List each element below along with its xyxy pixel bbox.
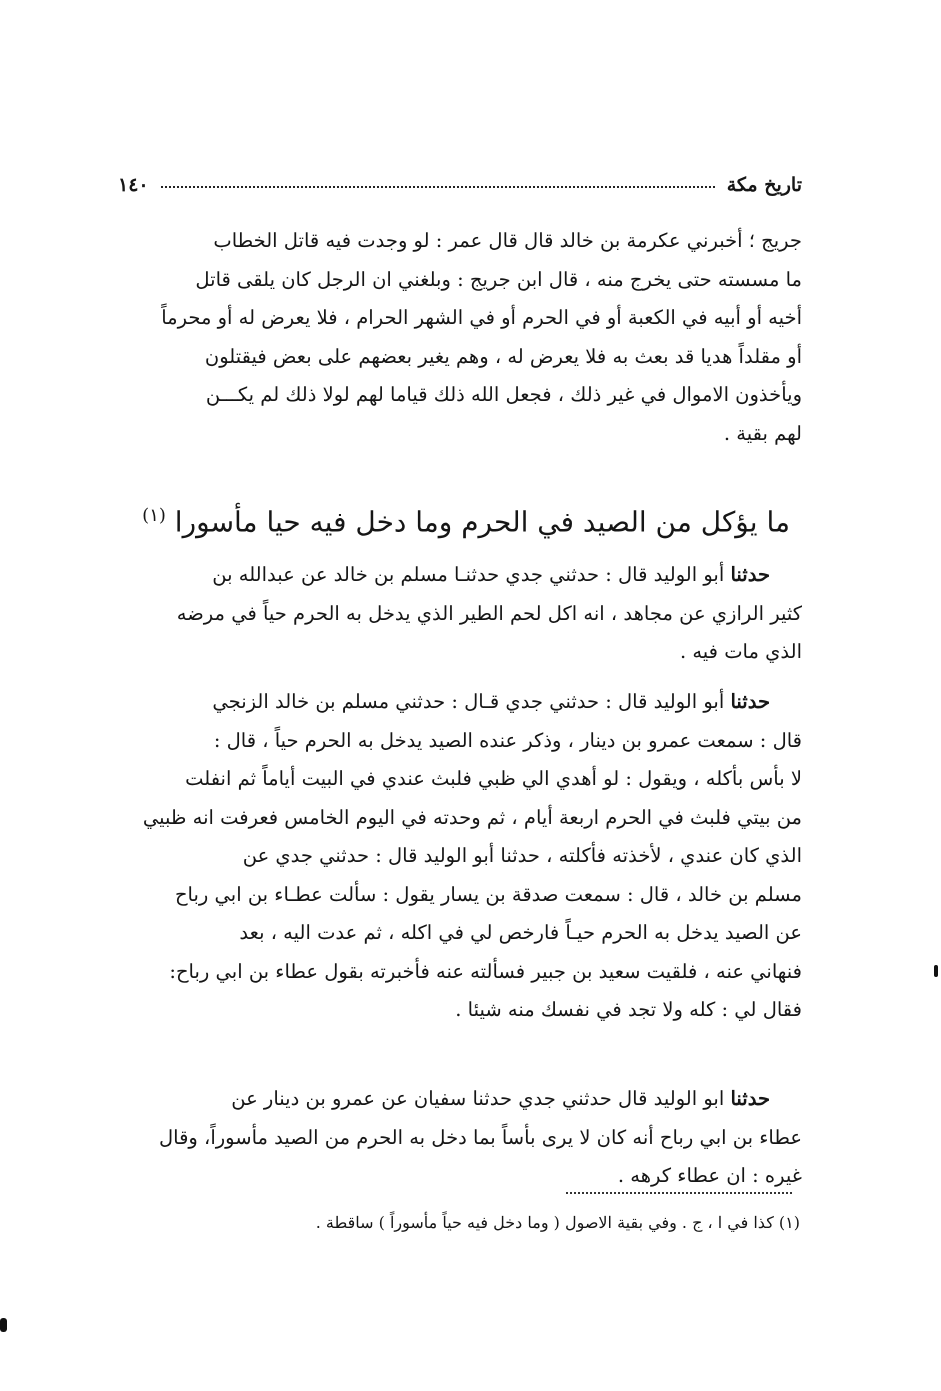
text-line: عن الصيد يدخل به الحرم حيـاً فارخص لي في اكله ، ثم عدت اليه ، بعد [239,921,802,944]
text-line: مسلم بن خالد ، قال : سمعت صدقة بن يسار يقول : سألت عطـاء بن ابي رباح [174,882,802,906]
text-line: كثير الرازي عن مجاهد ، انه اكل لحم الطير الذي يدخل به الحرم حياً في مرضه [176,601,802,625]
footnote-divider [566,1192,792,1194]
header-dot-leader [161,186,715,188]
text-line: أخيه أو أبيه في الكعبة أو في الحرم أو في الشهر الحرام ، فلا يعرض له أو محرماً [161,306,802,329]
text-line: فقال لي : كله ولا تجد في نفسك منه شيئا . [455,998,802,1021]
text-line [132,556,802,595]
line-text: أبو الوليد قال : حدثني جدي قـال : حدثني مسلم بن خالد الزنجي [212,690,725,713]
text-line: أو مقلداً هديا قد بعث به فلا يعرض له ، وهم يغير بعضهم على بعض فيقتلون [204,344,802,368]
running-header [118,168,802,202]
text-line: لا بأس بأكله ، ويقول : لو أهدي الي ظبي فلبث عندي في البيت أياماً ثم انفلت [185,767,802,790]
paragraph-lead-word: حدثنا [730,690,770,713]
paragraph-1 [132,556,802,672]
text-line: من بيتي فلبث في الحرم اربعة أيام ، ثم وحدته في اليوم الخامس فعرفت انه ظبيي [142,805,802,829]
text-line: لهم بقية . [723,421,802,445]
text-line: فنهاني عنه ، فلقيت سعيد بن جبير فسألته عنه فأخبرته بقول عطاء بن ابي رباح: [169,959,802,983]
text-line [132,1080,802,1119]
paragraph-lead-word: حدثنا [730,1087,770,1110]
scan-mark [934,965,938,977]
paragraph-2 [132,683,802,1030]
text-line [132,683,802,722]
scan-mark [0,1318,7,1332]
line-text: ابو الوليد قال حدثني جدي حدثنا سفيان عن عمرو بن دينار عن [231,1087,725,1110]
page-number: ١٤٠ [118,174,149,196]
text-line: الذي كان عندي ، لأخذته فأكلته ، حدثنا أبو الوليد قال : حدثني جدي عن [242,844,802,867]
text-line: ويأخذون الاموال في غير ذلك ، فجعل الله ذلك قياما لهم لولا ذلك لم يكـــن [205,383,802,406]
intro-paragraph [132,222,802,453]
running-title: تاريخ مكة [726,174,802,196]
footnote-reference: (١) [142,505,166,526]
text-line: عطاء بن ابي رباح أنه كان لا يرى بأساً بما دخل به الحرم من الصيد مأسوراً، وقال [159,1125,802,1149]
text-line: قال : سمعت عمرو بن دينار ، وذكر عنده الصيد يدخل به الحرم حياً ، قال : [213,728,802,752]
text-line: ما مسسته حتى يخرج منه ، قال ابن جريج : وبلغني ان الرجل كان يلقى قاتل [195,267,802,291]
text-line: غيره : ان عطاء كرهه . [617,1164,802,1187]
line-text: أبو الوليد قال : حدثني جدي حدثنـا مسلم بن خالد عن عبدالله بن [212,563,725,586]
paragraph-lead-word: حدثنا [730,563,770,586]
text-line: جريج ؛ أخبرني عكرمة بن خالد قال قال عمر : لو وجدت فيه قاتل الخطاب [213,229,802,252]
paragraph-3 [132,1080,802,1196]
footnote: (١) كذا في ا ، ج . وفي بقية الاصول ( وما دخل فيه حياً مأسوراً ) ساقطة . [315,1213,800,1232]
text-line: الذي مات فيه . [679,640,802,663]
chapter-title: ما يؤكل من الصيد في الحرم وما دخل فيه حيا مأسورا [174,505,790,539]
chapter-heading [142,490,790,548]
